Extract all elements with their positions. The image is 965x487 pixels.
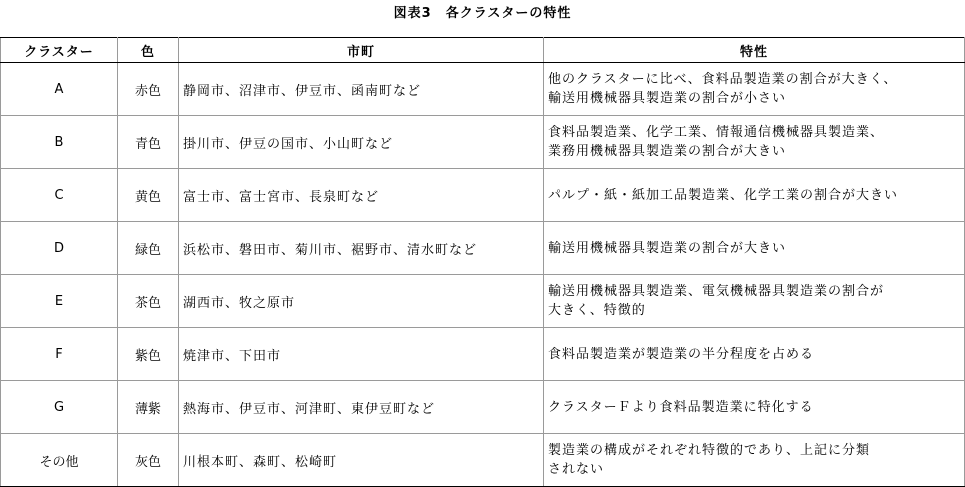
table-row [1, 381, 965, 434]
cluster-cell: D [1, 222, 118, 275]
table-row [1, 116, 965, 169]
color-cell: 黄色 [118, 169, 179, 222]
table-row [1, 434, 965, 487]
table-body [1, 63, 965, 487]
traits-cell [544, 275, 965, 328]
color-cell: 灰色 [118, 434, 179, 487]
header-cluster: クラスター [1, 38, 118, 63]
traits-cell [544, 222, 965, 275]
traits-cell [544, 328, 965, 381]
trait-line: 輸送用機械器具製造業の割合が大きい [548, 240, 787, 256]
trait-line: 他のクラスターに比べ、食料品製造業の割合が大きく、 [548, 72, 898, 87]
table-row [1, 63, 965, 116]
trait-line: 大きく、特徴的 [548, 303, 646, 318]
color-cell: 赤色 [118, 63, 179, 116]
color-cell: 紫色 [118, 328, 179, 381]
table-row [1, 222, 965, 275]
trait-line: 食料品製造業、化学工業、情報通信機械器具製造業、 [548, 125, 885, 140]
color-cell: 緑色 [118, 222, 179, 275]
table-row [1, 169, 965, 222]
cluster-cell: E [1, 275, 118, 328]
table-row [1, 328, 965, 381]
trait-line: パルプ・紙・紙加工品製造業、化学工業の割合が大きい [548, 187, 899, 203]
cluster-table [0, 37, 965, 487]
traits-cell [544, 169, 965, 222]
towns-cell: 掛川市、伊豆の国市、小山町など [179, 116, 544, 169]
table-row [1, 275, 965, 328]
trait-line: 製造業の構成がそれぞれ特徴的であり、上記に分類 [548, 443, 871, 458]
trait-line: 輸送用機械器具製造業の割合が小さい [548, 91, 787, 106]
trait-line: 食料品製造業が製造業の半分程度を占める [548, 346, 815, 362]
towns-cell: 浜松市、磐田市、菊川市、裾野市、清水町など [179, 222, 544, 275]
trait-line: 業務用機械器具製造業の割合が大きい [548, 144, 787, 159]
cluster-cell: F [1, 328, 118, 381]
traits-cell [544, 434, 965, 487]
color-cell: 青色 [118, 116, 179, 169]
trait-line: 輸送用機械器具製造業、電気機械器具製造業の割合が [548, 284, 885, 299]
cluster-cell: その他 [1, 434, 118, 487]
cluster-cell: C [1, 169, 118, 222]
header-traits: 特性 [544, 38, 965, 63]
towns-cell: 湖西市、牧之原市 [179, 275, 544, 328]
traits-cell [544, 63, 965, 116]
towns-cell: 静岡市、沼津市、伊豆市、函南町など [179, 63, 544, 116]
cluster-cell: A [1, 63, 118, 116]
color-cell: 薄紫 [118, 381, 179, 434]
color-cell: 茶色 [118, 275, 179, 328]
towns-cell: 富士市、富士宮市、長泉町など [179, 169, 544, 222]
header-towns: 市町 [179, 38, 544, 63]
towns-cell: 川根本町、森町、松崎町 [179, 434, 544, 487]
trait-line: されない [548, 462, 605, 477]
cluster-cell: G [1, 381, 118, 434]
header-color: 色 [118, 38, 179, 63]
table-header-row [1, 38, 965, 63]
trait-line: クラスターＦより食料品製造業に特化する [548, 399, 814, 415]
figure-caption: 図表3 各クラスターの特性 [393, 6, 572, 21]
towns-cell: 熱海市、伊豆市、河津町、東伊豆町など [179, 381, 544, 434]
traits-cell [544, 116, 965, 169]
cluster-cell: B [1, 116, 118, 169]
towns-cell: 焼津市、下田市 [179, 328, 544, 381]
traits-cell [544, 381, 965, 434]
